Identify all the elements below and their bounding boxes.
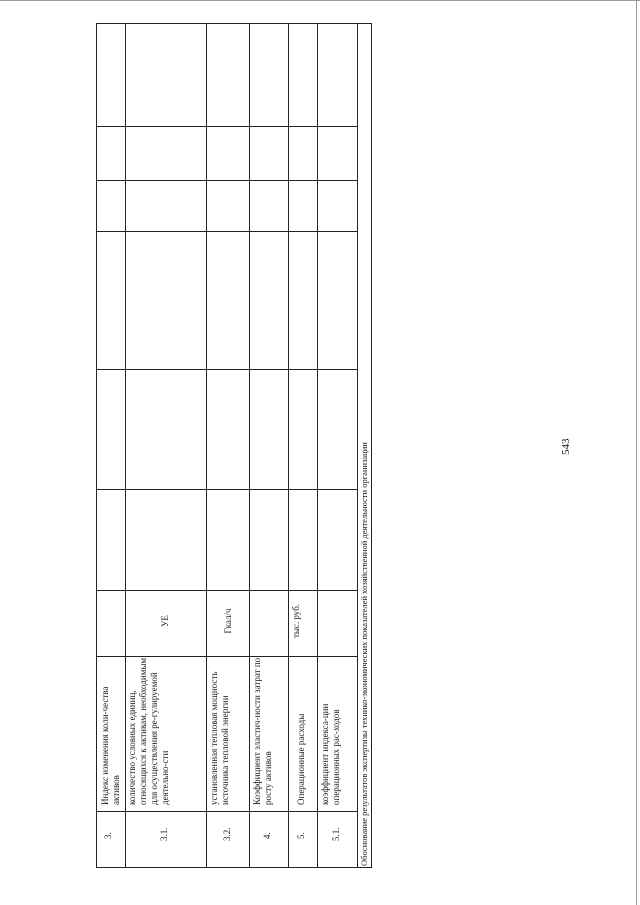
column-divider bbox=[97, 126, 357, 127]
column-divider bbox=[97, 369, 357, 370]
scan-edge-right bbox=[636, 0, 637, 905]
row-number: 4. bbox=[262, 832, 272, 839]
data-table bbox=[96, 23, 372, 868]
column-divider bbox=[97, 180, 357, 181]
indicator-name: Операционные расходы bbox=[296, 713, 306, 805]
indicator-name: установленная тепловая мощность источника тепловой энергии bbox=[209, 671, 230, 805]
indicator-name: коэффициент индекса-ции операционных рас-ходов bbox=[320, 703, 341, 805]
row-number: 3.1. bbox=[159, 827, 169, 841]
section-heading: Обоснование результатов экспертизы технико-экономических показателей хозяйственной деятельности организации bbox=[359, 442, 369, 866]
row-number: 5. bbox=[296, 832, 306, 839]
unit-cell: тыс. руб. bbox=[291, 603, 301, 639]
row-number: 3. bbox=[103, 832, 113, 839]
row-number: 3.2. bbox=[222, 827, 232, 841]
row-divider bbox=[317, 24, 318, 867]
row-number: 5.1. bbox=[331, 827, 341, 841]
indicator-name: количество условных единиц, относящихся к активам, необходимым для осуществления ре-гулируемой деятельно-сти bbox=[127, 657, 170, 805]
row-divider bbox=[206, 24, 207, 867]
column-divider bbox=[97, 489, 357, 490]
row-divider bbox=[249, 24, 250, 867]
column-divider bbox=[97, 231, 357, 232]
unit-cell: Гкал/ч bbox=[223, 608, 233, 634]
unit-cell: УЕ bbox=[160, 615, 170, 627]
indicator-name: Индекс изменения коли-чества активов bbox=[100, 686, 121, 805]
indicator-name: Коэффициент эластич-ности затрат по росту активов bbox=[252, 657, 273, 805]
row-divider bbox=[125, 24, 126, 867]
page-number: 543 bbox=[560, 438, 572, 455]
row-divider bbox=[288, 24, 289, 867]
scan-edge-top bbox=[0, 0, 640, 1]
row-divider bbox=[357, 24, 358, 867]
